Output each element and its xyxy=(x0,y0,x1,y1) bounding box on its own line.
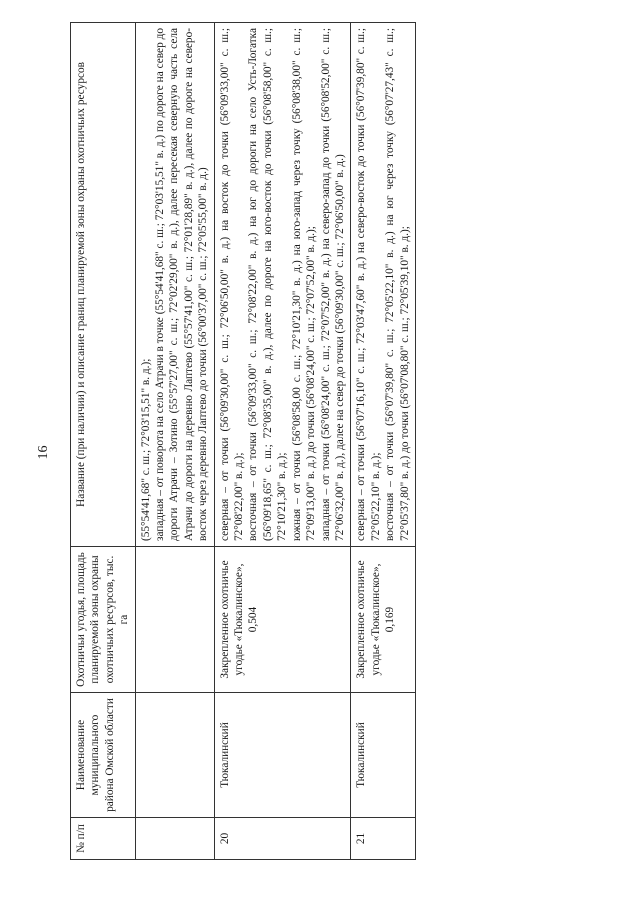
boundary-segment: северная – от точки (56°09'30,00" с. ш.; 72°06'50,00" в. д.) на восток до точки (56°09'33,00" с. ш.; 72°08'22,00" в. д.); xyxy=(218,28,246,541)
hunting-zones-table xyxy=(70,22,416,860)
boundary-segment: западная – от поворота на село Атрачи в точке (55°54'41,68" с. ш.; 72°03'15,51" в. д.) по дороге на север до дороги Атрачи – Зотино (55°57'27,00" с. ш.; 72°02'29,00" в. д.), далее пересекая северную часть села Атрачи до дороги на деревню Лаптево (55°57'41,00" с. ш.; 72°01'28,89" в. д.), далее по дороге на северо-восток через деревню Лаптево до точки (56°00'37,00" с. ш.; 72°05'55,00" в. д.) xyxy=(154,28,210,541)
grounds-area: 0,169 xyxy=(384,606,397,633)
boundary-segment: восточная – от точки (56°07'39,80" с. ш.; 72°05'22,10" в. д.) на юг через точку (56°07'27,43" с. ш.; 72°05'37,80" в. д.) до точки (56°07'08,80" с. ш.; 72°05'39,10" в. д.); xyxy=(384,28,411,541)
cell-grounds xyxy=(351,547,416,693)
boundary-segment: южная – от точки (56°08'58,00 с. ш.; 72°10'21,30" в. д.) на юго-запад через точку (56°08'38,00" с. ш.; 72°09'13,00" в. д.) до точки (56°08'24,00" с. ш.; 72°07'52,00" в. д.); xyxy=(290,28,318,541)
boundary-segment: (55°54'41,68" с. ш.; 72°03'15,51" в. д.); xyxy=(139,358,152,541)
grounds-name: Закрепленное охотничье угодье «Тюкалинское», xyxy=(355,560,382,679)
table-row-continuation xyxy=(135,23,214,860)
header-district: Наименование муниципального района Омской области xyxy=(71,693,136,818)
header-grounds: Охотничьи угодья, площадь планируемой зоны охраны охотничьих ресурсов, тыс. га xyxy=(71,547,136,693)
grounds-name: Закрепленное охотничье угодье «Тюкалинское», xyxy=(218,560,246,679)
cell-district: Тюкалинский xyxy=(351,693,416,818)
cell-num: 20 xyxy=(214,818,351,860)
header-num: № п/п xyxy=(71,818,136,860)
cell-num: 21 xyxy=(351,818,416,860)
cell-grounds xyxy=(214,547,351,693)
table-header-row xyxy=(71,23,136,860)
cell-district xyxy=(135,693,214,818)
grounds-area: 0,504 xyxy=(247,606,260,633)
boundary-segment: северная – от точки (56°07'16,10" с. ш.; 72°03'47,60" в. д.) на северо-восток до точки (56°07'39,80" с. ш.; 72°05'22,10" в. д.); xyxy=(355,28,382,541)
cell-description xyxy=(214,23,351,547)
cell-district: Тюкалинский xyxy=(214,693,351,818)
page-number: 16 xyxy=(36,445,51,460)
cell-grounds xyxy=(135,547,214,693)
cell-description xyxy=(135,23,214,547)
header-description: Название (при наличии) и описание границ планируемой зоны охраны охотничьих ресурсов xyxy=(71,23,136,547)
table-row-20 xyxy=(214,23,351,860)
boundary-segment: западная – от точки (56°08'24,00" с. ш.; 72°07'52,00" в. д.) на северо-запад до точки (56°08'52,00" с. ш.; 72°06'32,00" в. д.), далее на север до точки (56°09'30,00" с. ш.; 72°06'50,00" в. д.) xyxy=(319,28,346,541)
table-row-21 xyxy=(351,23,416,860)
boundary-segment: восточная – от точки (56°09'33,00" с. ш.; 72°08'22,00" в. д.) на юг до дороги на село Усть-Логатка (56°09'18,65" с. ш.; 72°08'35,00" в. д.), далее по дороге на юго-восток до точки (56°08'58,00" с. ш.; 72°10'21,30" в. д.); xyxy=(247,28,289,541)
cell-num xyxy=(135,818,214,860)
cell-description xyxy=(351,23,416,547)
